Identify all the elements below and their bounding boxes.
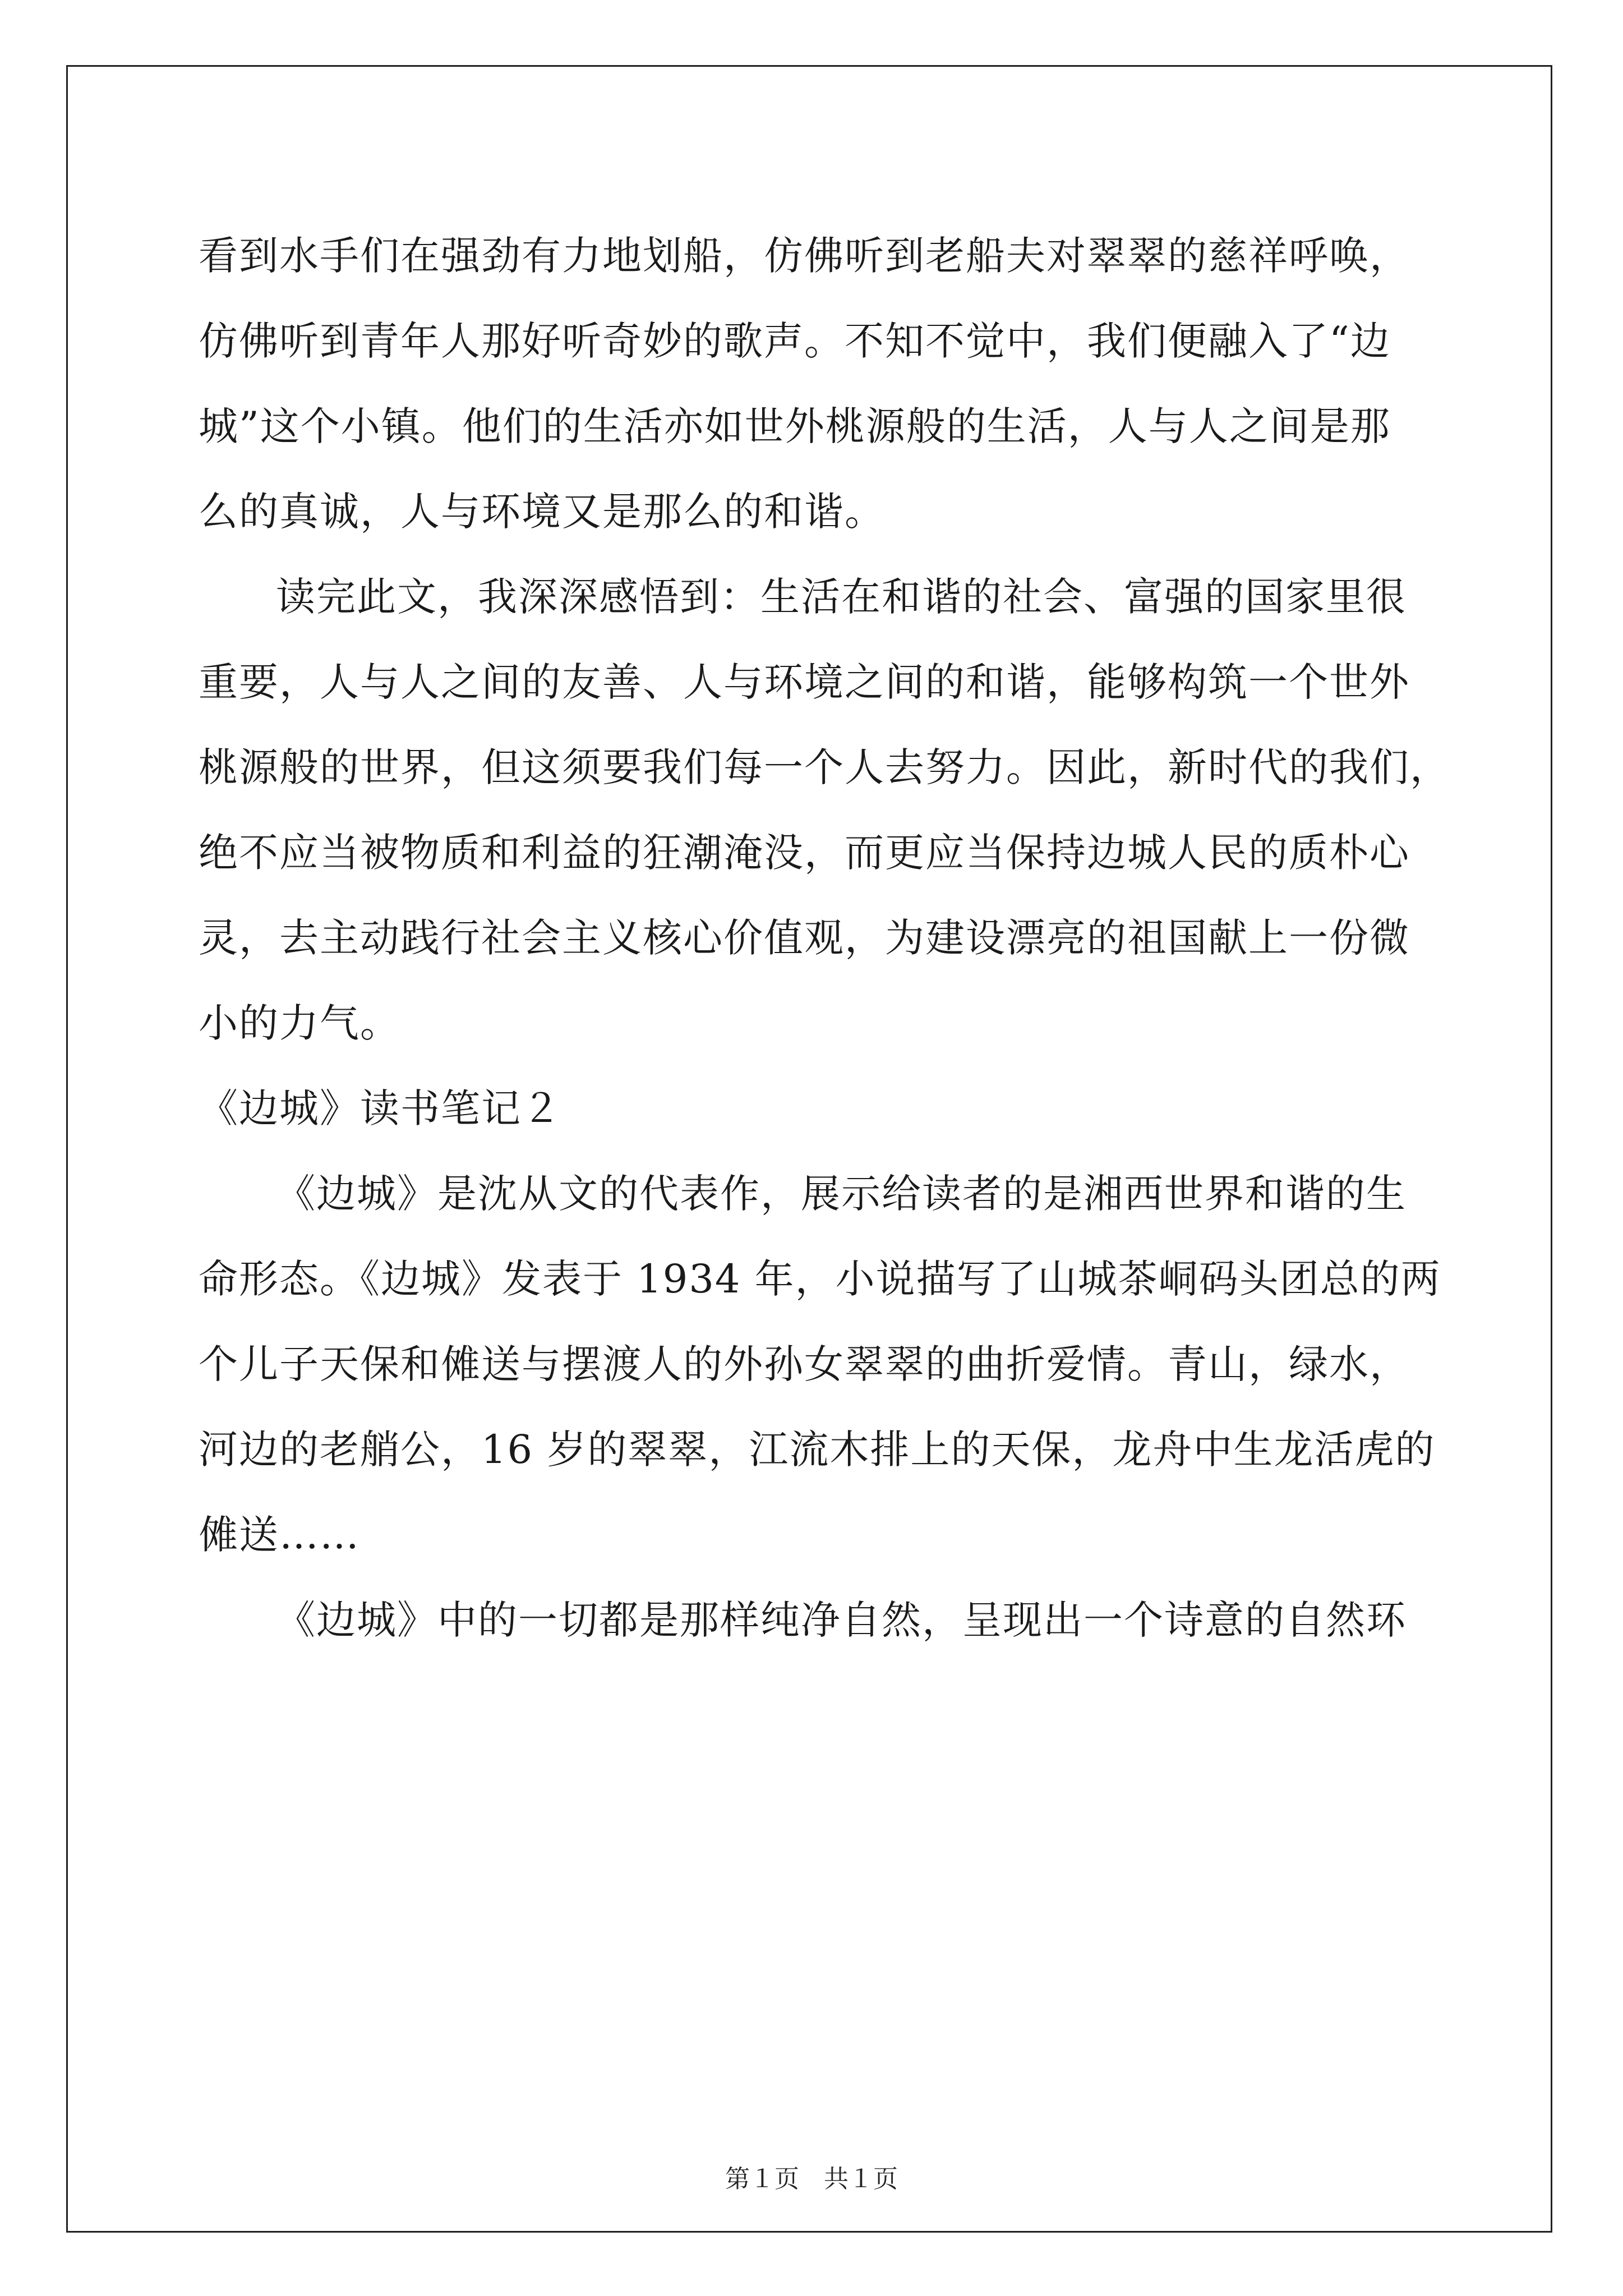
text-line: 《边城》中的一切都是那样纯净自然，呈现出一个诗意的自然环 <box>276 1597 1407 1643</box>
text-line: 桃源般的世界，但这须要我们每一个人去努力。因此，新时代的我们， <box>199 744 1450 790</box>
text-line: 读完此文，我深深感悟到：生活在和谐的社会、富强的国家里很 <box>276 574 1407 620</box>
text-line: 看到水手们在强劲有力地划船，仿佛听到老船夫对翠翠的慈祥呼唤， <box>199 233 1410 279</box>
document-body <box>199 213 1450 1663</box>
section-heading: 《边城》读书笔记２ <box>199 1085 562 1131</box>
text-line: 傩送…… <box>199 1512 360 1558</box>
text-line: 河边的老艄公，16 岁的翠翠，江流木排上的天保，龙舟中生龙活虎的 <box>199 1427 1436 1473</box>
text-line: 小的力气。 <box>199 1000 400 1046</box>
text-line: 么的真诚，人与环境又是那么的和谐。 <box>199 489 885 535</box>
page-footer: 第１页 共１页 <box>725 2165 898 2193</box>
text-line: 绝不应当被物质和利益的狂潮淹没，而更应当保持边城人民的质朴心 <box>199 830 1410 876</box>
text-line: 灵，去主动践行社会主义核心价值观，为建设漂亮的祖国献上一份微 <box>199 915 1410 961</box>
text-line: 城”这个小镇。他们的生活亦如世外桃源般的生活，人与人之间是那 <box>199 403 1391 449</box>
text-line: 个儿子天保和傩送与摆渡人的外孙女翠翠的曲折爱情。青山，绿水， <box>199 1341 1410 1387</box>
text-line: 命形态。《边城》发表于 1934 年，小说描写了山城茶峒码头团总的两 <box>199 1256 1441 1302</box>
text-line: 重要，人与人之间的友善、人与环境之间的和谐，能够构筑一个世外 <box>199 659 1410 705</box>
text-line: 《边城》是沈从文的代表作，展示给读者的是湘西世界和谐的生 <box>276 1171 1407 1217</box>
text-line: 仿佛听到青年人那好听奇妙的歌声。不知不觉中，我们便融入了“边 <box>199 318 1391 364</box>
